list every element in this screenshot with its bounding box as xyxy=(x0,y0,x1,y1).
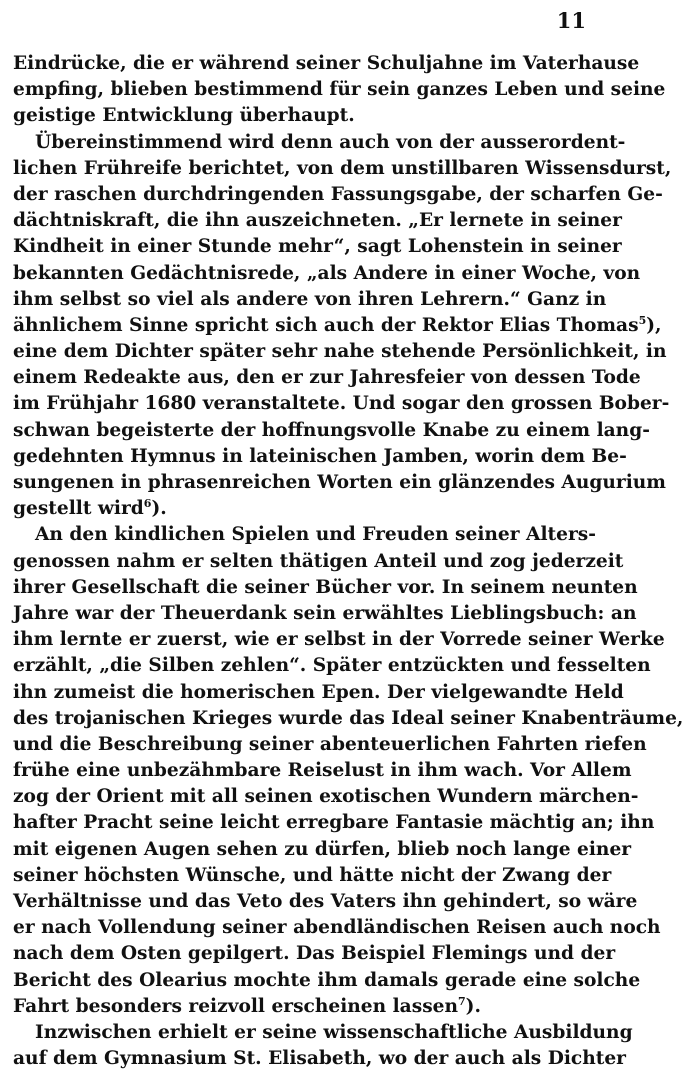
text-line: hafter Pracht seine leicht erregbare Fantasie mächtig an; ihn xyxy=(13,812,655,834)
text-line: und die Beschreibung seiner abenteuerlichen Fahrten riefen xyxy=(13,733,647,755)
text-line: geistige Entwicklung überhaupt. xyxy=(13,105,355,127)
text-line: Bericht des Olearius mochte ihm damals gerade eine solche xyxy=(13,969,641,991)
text-line: ihrer Gesellschaft die seiner Bücher vor. In seinem neunten xyxy=(13,576,638,598)
text-line: genossen nahm er selten thätigen Anteil und zog jederzeit xyxy=(13,550,624,572)
text-line: ihm lernte er zuerst, wie er selbst in der Vorrede seiner Werke xyxy=(13,629,665,651)
text-line: der raschen durchdringenden Fassungsgabe, der scharfen Ge- xyxy=(13,183,663,205)
text-line: lichen Frühreife berichtet, von dem unstillbaren Wissensdurst, xyxy=(13,157,672,179)
text-line: Übereinstimmend wird denn auch von der ausserordent- xyxy=(35,131,626,153)
text-line: seiner höchsten Wünsche, und hätte nicht der Zwang der xyxy=(13,864,612,886)
text-line: Inzwischen erhielt er seine wissenschaftliche Ausbildung xyxy=(35,1021,633,1043)
text-line: mit eigenen Augen sehen zu dürfen, blieb noch lange einer xyxy=(13,838,632,860)
body-text xyxy=(13,51,683,1072)
text-line: Jahre war der Theuerdank sein erwähltes Lieblingsbuch: an xyxy=(13,602,637,624)
footnote-marker: 5 xyxy=(638,313,647,327)
text-line: erzählt, „die Silben zehlen“. Später entzückten und fesselten xyxy=(13,655,651,677)
footnote-marker: 6 xyxy=(143,497,152,510)
text-line: auf dem Gymnasium St. Elisabeth, wo der auch als Dichter xyxy=(13,1048,626,1070)
text-line: zog der Orient mit all seinen exotischen Wundern märchen- xyxy=(13,786,639,808)
text-line: Kindheit in einer Stunde mehr“, sagt Lohenstein in seiner xyxy=(13,236,622,258)
text-line: dächtniskraft, die ihn auszeichneten. „Er lernete in seiner xyxy=(13,210,622,232)
text-line: Fahrt besonders reizvoll erscheinen lassen$^7$). xyxy=(13,994,481,1017)
text-line: Verhältnisse und das Veto des Vaters ihn gehindert, so wäre xyxy=(13,891,638,912)
text-line: bekannten Gedächtnisrede, „als Andere in einer Woche, von xyxy=(13,262,641,284)
text-line: An den kindlichen Spielen und Freuden seiner Alters- xyxy=(35,524,596,546)
text-line: frühe eine unbezähmbare Reiselust in ihm wach. Vor Allem xyxy=(13,760,632,782)
footnote-marker: 7 xyxy=(458,994,466,1008)
text-line: einem Redeakte aus, den er zur Jahresfeier von dessen Tode xyxy=(13,367,641,389)
text-line: ihm selbst so viel als andere von ihren Lehrern.“ Ganz in xyxy=(13,288,607,310)
text-line: schwan begeisterte der hoffnungsvolle Knabe zu einem lang- xyxy=(13,419,650,441)
text-line: empfing, blieben bestimmend für sein ganzes Leben und seine xyxy=(13,79,666,101)
page-number: 11 xyxy=(556,8,586,33)
text-line: sungenen in phrasenreichen Worten ein glänzendes Augurium xyxy=(13,472,666,493)
text-line: er nach Vollendung seiner abendländischen Reisen auch noch xyxy=(13,917,661,939)
text-line: nach dem Osten gepilgert. Das Beispiel Flemings und der xyxy=(13,943,616,965)
text-line: Eindrücke, die er während seiner Schuljahne im Vaterhause xyxy=(13,53,640,74)
text-line: ähnlichem Sinne spricht sich auch der Rektor Elias Thomas$^5$), xyxy=(13,313,662,336)
text-line: ihn zumeist die homerischen Epen. Der vielgewandte Held xyxy=(13,681,624,703)
text-line: gestellt wird$^6$). xyxy=(13,497,167,520)
text-line: gedehnten Hymnus in lateinischen Jamben, worin dem Be- xyxy=(13,445,627,467)
text-line: eine dem Dichter später sehr nahe stehende Persönlichkeit, in xyxy=(13,341,667,363)
text-line: im Frühjahr 1680 veranstaltete. Und sogar den grossen Bober- xyxy=(13,393,670,415)
text-line: des trojanischen Krieges wurde das Ideal seiner Knabenträume, xyxy=(13,707,683,729)
